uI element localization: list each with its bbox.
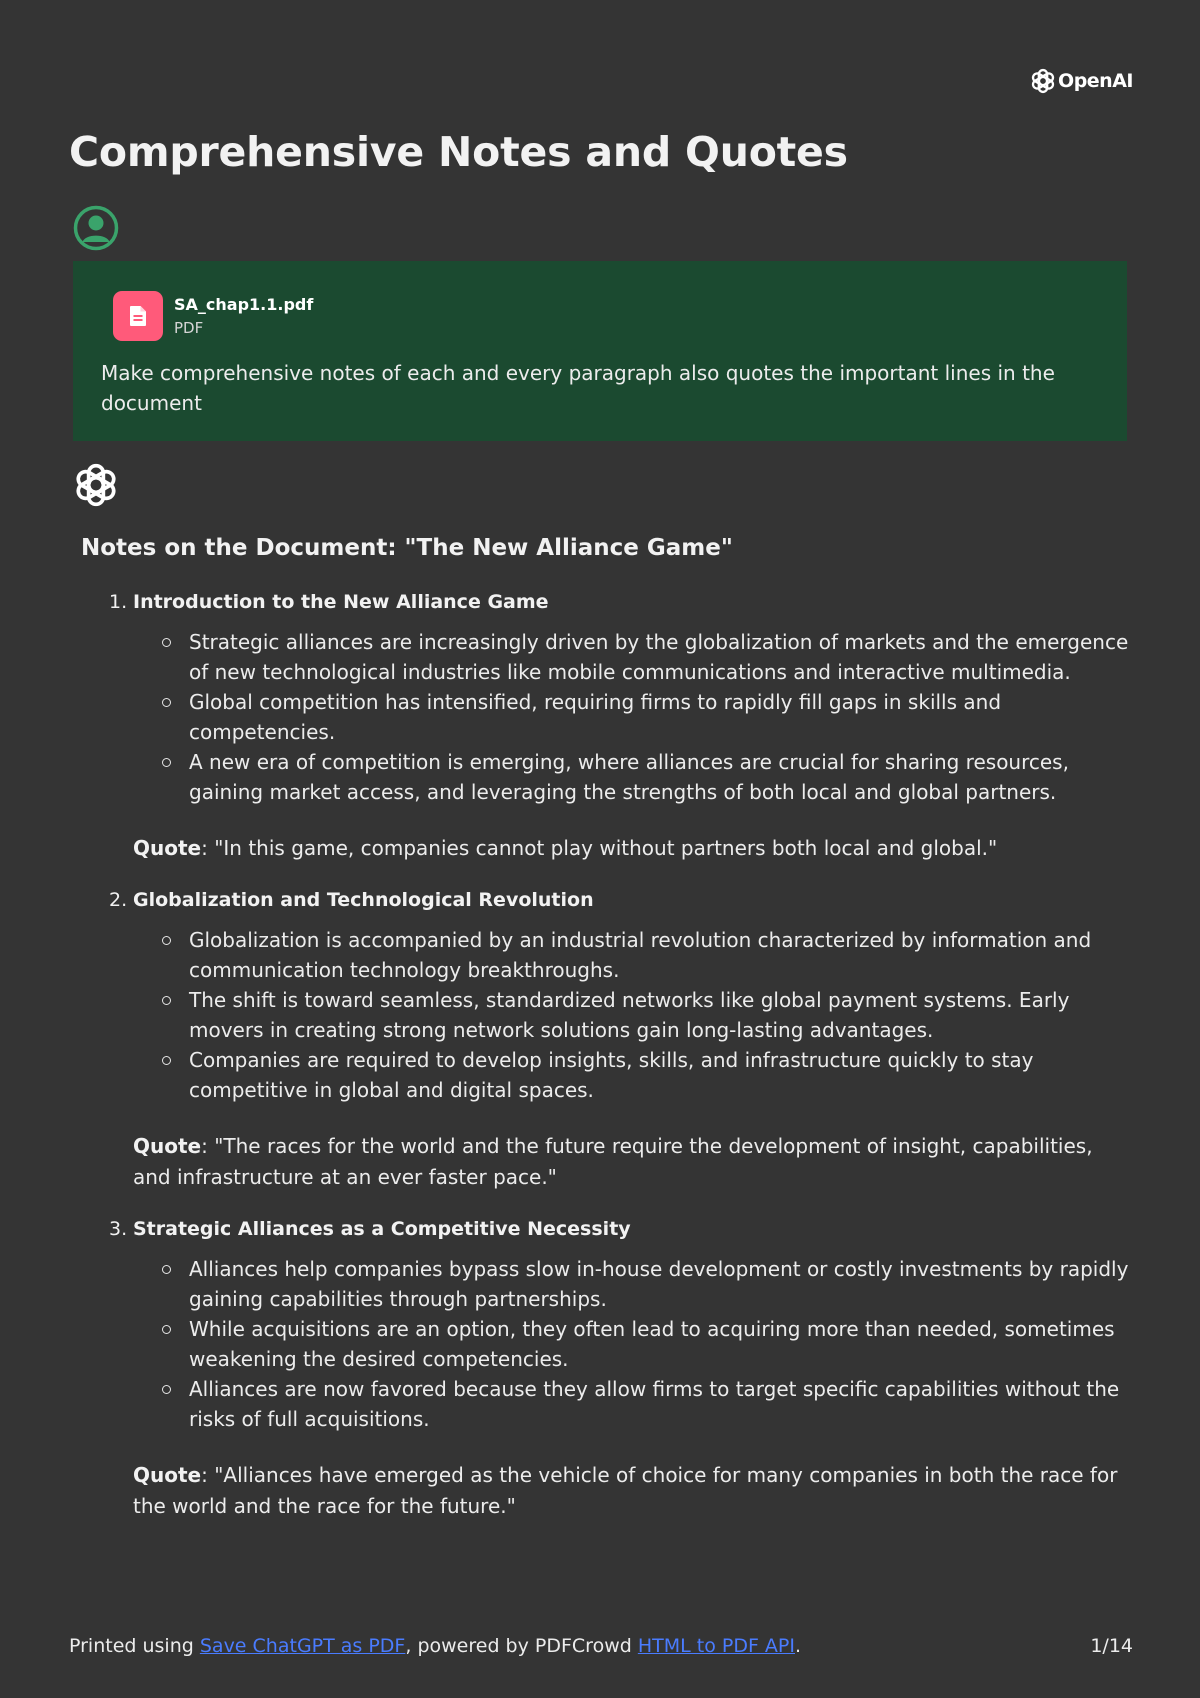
quote-label: Quote xyxy=(133,1463,202,1487)
list-item: Alliances help companies bypass slow in-house development or costly investments by rapidly gaining capabilities through partnerships. xyxy=(189,1254,1131,1314)
document-icon xyxy=(113,291,163,341)
bullet-list xyxy=(81,925,1131,1105)
list-item: Globalization is accompanied by an industrial revolution characterized by information and communication technology breakthroughs. xyxy=(189,925,1131,985)
quote xyxy=(133,1460,1131,1522)
bullet-list xyxy=(81,627,1131,807)
footer-suffix: . xyxy=(794,1635,802,1657)
openai-logo-icon xyxy=(1030,68,1056,94)
user-avatar xyxy=(73,205,119,251)
print-footer xyxy=(69,1635,1133,1657)
section-heading-text: Introduction to the New Alliance Game xyxy=(133,591,549,613)
section-number: 3. xyxy=(109,1218,128,1240)
save-chatgpt-pdf-link[interactable]: Save ChatGPT as PDF xyxy=(199,1635,406,1657)
user-message xyxy=(73,261,1127,441)
response-title: Notes on the Document: "The New Alliance Game" xyxy=(81,535,733,561)
quote-label: Quote xyxy=(133,1134,202,1158)
note-section xyxy=(81,1214,1131,1522)
note-section xyxy=(81,587,1131,864)
footer-prefix: Printed using xyxy=(69,1635,200,1657)
list-item: The shift is toward seamless, standardized networks like global payment systems. Early movers in creating strong network solutions gain long-lasting advantages. xyxy=(189,985,1131,1045)
brand-name: OpenAI xyxy=(1058,70,1133,92)
brand-logo xyxy=(1030,68,1133,94)
section-heading xyxy=(81,885,1131,915)
html-to-pdf-api-link[interactable]: HTML to PDF API xyxy=(637,1635,795,1657)
quote xyxy=(133,833,1131,864)
file-name: SA_chap1.1.pdf xyxy=(174,294,314,314)
file-type: PDF xyxy=(174,318,204,337)
page-number: 1/14 xyxy=(1090,1635,1133,1657)
assistant-avatar xyxy=(73,462,119,508)
assistant-response xyxy=(81,530,1131,1522)
note-section xyxy=(81,885,1131,1193)
page-title: Comprehensive Notes and Quotes xyxy=(69,128,848,176)
quote-label: Quote xyxy=(133,836,202,860)
section-number: 2. xyxy=(109,889,128,911)
list-item: A new era of competition is emerging, where alliances are crucial for sharing resources, gaining market access, and leveraging the strengths of both local and global partners. xyxy=(189,747,1131,807)
section-heading xyxy=(81,1214,1131,1244)
bullet-list xyxy=(81,1254,1131,1434)
section-heading-text: Globalization and Technological Revolution xyxy=(133,889,594,911)
file-attachment[interactable] xyxy=(113,291,1099,341)
list-item: Strategic alliances are increasingly driven by the globalization of markets and the emergence of new technological industries like mobile communications and interactive multimedia. xyxy=(189,627,1131,687)
quote-text: : "The races for the world and the future require the development of insight, capabilities, and infrastructure at an ever faster pace." xyxy=(133,1134,1093,1189)
section-heading xyxy=(81,587,1131,617)
list-item: Global competition has intensified, requiring firms to rapidly fill gaps in skills and competencies. xyxy=(189,687,1131,747)
user-prompt: Make comprehensive notes of each and every paragraph also quotes the important lines in the document xyxy=(101,361,1055,415)
chatgpt-logo-icon xyxy=(73,462,119,508)
user-avatar-icon xyxy=(73,205,119,251)
list-item: Companies are required to develop insights, skills, and infrastructure quickly to stay competitive in global and digital spaces. xyxy=(189,1045,1131,1105)
section-heading-text: Strategic Alliances as a Competitive Necessity xyxy=(133,1218,631,1240)
footer-middle: , powered by PDFCrowd xyxy=(405,1635,638,1657)
footer-credit xyxy=(69,1635,801,1657)
quote-text: : "Alliances have emerged as the vehicle of choice for many companies in both the race for the world and the race for the future." xyxy=(133,1463,1118,1518)
list-item: While acquisitions are an option, they often lead to acquiring more than needed, sometimes weakening the desired competencies. xyxy=(189,1314,1131,1374)
quote xyxy=(133,1131,1131,1193)
section-number: 1. xyxy=(109,591,128,613)
list-item: Alliances are now favored because they allow firms to target specific capabilities without the risks of full acquisitions. xyxy=(189,1374,1131,1434)
quote-text: : "In this game, companies cannot play without partners both local and global." xyxy=(201,836,998,860)
